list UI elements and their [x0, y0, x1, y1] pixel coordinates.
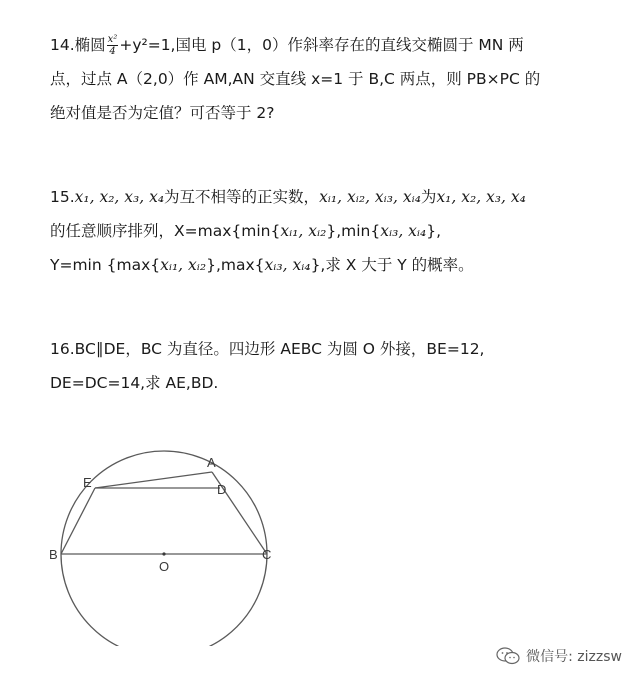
- problem-text: 为: [420, 188, 437, 206]
- math-expression: xᵢ₃, xᵢ₄: [264, 256, 311, 274]
- problem-number: 15.: [50, 188, 75, 206]
- fraction-denominator: 4: [109, 46, 116, 57]
- problem-15-line-2: [50, 214, 604, 248]
- problem-text: 椭圆: [74, 36, 106, 54]
- problem-15-line-1: [50, 180, 604, 214]
- problem-text: },min{: [326, 222, 381, 240]
- problem-14-line-2: 点，过点 A（2,0）作 AM,AN 交直线 x=1 于 B,C 两点，则 PB×PC 的: [50, 70, 541, 88]
- math-expression: xᵢ₁, xᵢ₂: [160, 256, 207, 274]
- problem-text: },求 X 大于 Y 的概率。: [310, 256, 474, 274]
- circle-o: [61, 451, 267, 646]
- problem-15: [50, 180, 604, 282]
- label-d: D: [217, 482, 227, 497]
- problem-14-line-3: 绝对值是否为定值？可否等于 2?: [50, 104, 275, 122]
- problem-text: },: [426, 222, 442, 240]
- segment-ea: [95, 472, 212, 488]
- math-expression: xᵢ₁, xᵢ₂, xᵢ₃, xᵢ₄: [319, 188, 421, 206]
- problem-14: [50, 28, 604, 130]
- math-expression: xᵢ₁, xᵢ₂: [280, 222, 327, 240]
- watermark: [496, 646, 622, 666]
- label-o: O: [159, 559, 170, 574]
- label-a: A: [207, 455, 216, 470]
- problem-text: +y²=1,国电 p（1，0）作斜率存在的直线交椭圆于 MN 两: [119, 36, 524, 54]
- label-e: E: [83, 475, 92, 490]
- problem-text: Y=min {max{: [50, 256, 161, 274]
- problem-text: },max{: [206, 256, 265, 274]
- geometry-figure: [40, 436, 300, 646]
- label-c: C: [262, 547, 272, 562]
- problem-number: 14.: [50, 36, 75, 54]
- problem-text: 为互不相等的正实数，: [164, 188, 320, 206]
- math-expression: x₁, x₂, x₃, x₄: [436, 188, 526, 206]
- problem-text: 的任意顺序排列，X=max{min{: [50, 222, 281, 240]
- problem-15-line-3: [50, 248, 604, 282]
- wechat-icon: [496, 647, 520, 665]
- problem-16-line-1: 16.BC∥DE，BC 为直径。四边形 AEBC 为圆 O 外接，BE=12,: [50, 340, 485, 358]
- problem-16-line-2: DE=DC=14,求 AE,BD.: [50, 374, 219, 392]
- problem-14-line-1: [50, 28, 604, 62]
- problem-16: [50, 332, 604, 400]
- watermark-text: 微信号: zizzsw: [526, 649, 622, 665]
- label-b: B: [49, 547, 58, 562]
- fraction-numerator: x²: [107, 34, 118, 45]
- fraction: [107, 34, 119, 57]
- center-dot: [162, 552, 165, 555]
- math-expression: x₁, x₂, x₃, x₄: [74, 188, 165, 206]
- math-expression: xᵢ₃, xᵢ₄: [380, 222, 427, 240]
